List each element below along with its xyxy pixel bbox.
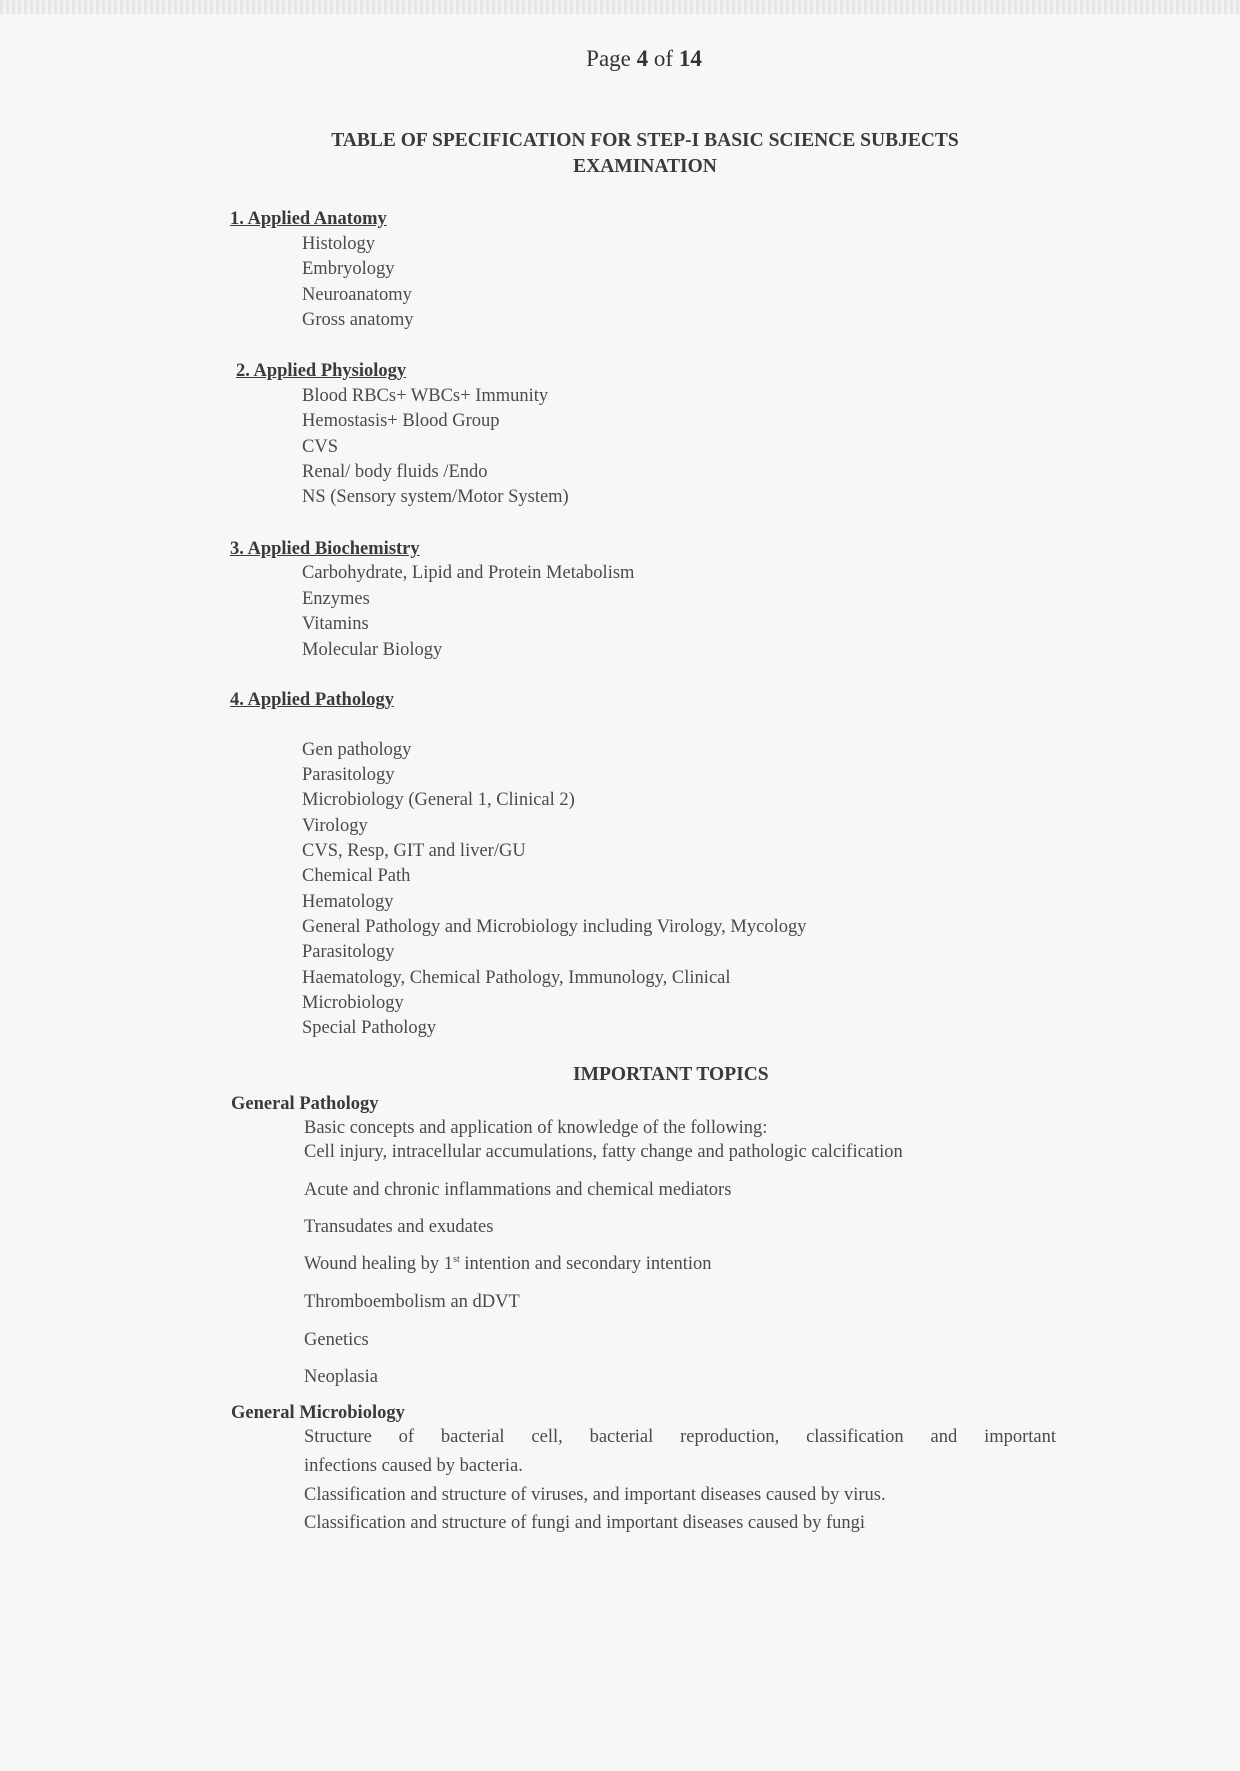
document-title: TABLE OF SPECIFICATION FOR STEP-I BASIC SCIENCE SUBJECTS EXAMINATION bbox=[331, 130, 959, 177]
topic-item: Classification and structure of fungi and important diseases caused by fungi bbox=[304, 1513, 866, 1533]
topic-item: Classification and structure of viruses, and important diseases caused by virus. bbox=[304, 1485, 886, 1505]
list-item: CVS bbox=[302, 437, 338, 457]
list-item: Parasitology bbox=[302, 942, 395, 962]
list-item: Chemical Path bbox=[302, 866, 411, 886]
section-heading: 3. Applied Biochemistry bbox=[230, 539, 420, 559]
list-item: Gen pathology bbox=[302, 740, 412, 760]
list-item: Special Pathology bbox=[302, 1018, 437, 1038]
topic-item: Cell injury, intracellular accumulations, fatty change and pathologic calcification bbox=[304, 1142, 903, 1162]
list-item: Microbiology (General 1, Clinical 2) bbox=[302, 790, 575, 810]
general-microbiology-heading: General Microbiology bbox=[231, 1403, 405, 1423]
list-item: Molecular Biology bbox=[302, 640, 443, 660]
topic-item: Thromboembolism an dDVT bbox=[304, 1292, 520, 1312]
page-number: Page 4 of 14 bbox=[586, 46, 702, 71]
list-item: Hemostasis+ Blood Group bbox=[302, 411, 500, 431]
section-heading: 4. Applied Pathology bbox=[230, 690, 394, 710]
topic-paragraph-continued: infections caused by bacteria. bbox=[304, 1456, 523, 1476]
topic-item: Transudates and exudates bbox=[304, 1217, 494, 1237]
list-item: CVS, Resp, GIT and liver/GU bbox=[302, 841, 526, 861]
important-topics-heading: IMPORTANT TOPICS bbox=[573, 1064, 769, 1085]
topic-paragraph: Structure of bacterial cell, bacterial reproduction, classification and important bbox=[304, 1427, 1056, 1447]
list-item: Parasitology bbox=[302, 765, 395, 785]
topic-item: Genetics bbox=[304, 1330, 369, 1350]
list-item: Gross anatomy bbox=[302, 310, 414, 330]
list-item: Virology bbox=[302, 816, 368, 836]
list-item: Haematology, Chemical Pathology, Immunology, Clinical bbox=[302, 968, 731, 988]
topic-item: Neoplasia bbox=[304, 1367, 378, 1387]
scan-edge bbox=[0, 0, 1240, 14]
list-item: NS (Sensory system/Motor System) bbox=[302, 487, 569, 507]
list-item: Histology bbox=[302, 234, 375, 254]
list-item: Enzymes bbox=[302, 589, 370, 609]
general-pathology-heading: General Pathology bbox=[231, 1094, 379, 1114]
list-item: Neuroanatomy bbox=[302, 285, 412, 305]
list-item: Blood RBCs+ WBCs+ Immunity bbox=[302, 386, 549, 406]
topic-item: Wound healing by 1st intention and secondary intention bbox=[304, 1254, 712, 1275]
list-item: Carbohydrate, Lipid and Protein Metabolism bbox=[302, 563, 635, 583]
list-item: Hematology bbox=[302, 892, 394, 912]
list-item: Renal/ body fluids /Endo bbox=[302, 462, 488, 482]
list-item: Microbiology bbox=[302, 993, 404, 1013]
section-heading: 1. Applied Anatomy bbox=[230, 209, 387, 229]
topic-item: Basic concepts and application of knowledge of the following: bbox=[304, 1118, 768, 1138]
list-item: General Pathology and Microbiology including Virology, Mycology bbox=[302, 917, 807, 937]
list-item: Vitamins bbox=[302, 614, 369, 634]
topic-item: Acute and chronic inflammations and chemical mediators bbox=[304, 1180, 732, 1200]
section-heading: 2. Applied Physiology bbox=[236, 361, 407, 381]
list-item: Embryology bbox=[302, 259, 395, 279]
